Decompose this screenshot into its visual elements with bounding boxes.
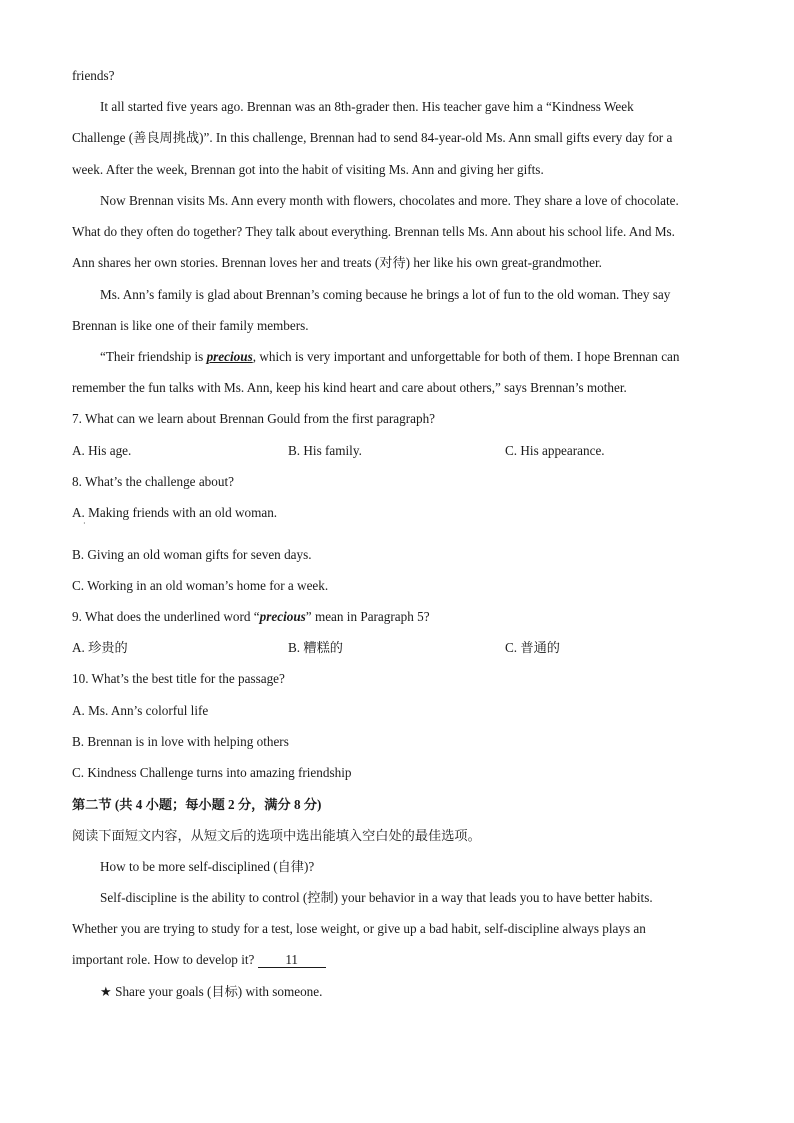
question-9-stem-post: ” mean in Paragraph 5?: [305, 609, 430, 624]
question-10-option-b: B. Brennan is in love with helping others: [72, 734, 289, 749]
question-8-stem: 8. What’s the challenge about?: [72, 474, 234, 489]
paragraph-3-line-2: Brennan is like one of their family members.: [72, 318, 309, 333]
paragraph-4-line-2: remember the fun talks with Ms. Ann, keep his kind heart and care about others,” says Brennan’s mother.: [72, 380, 627, 395]
question-9-option-b: B. 糟糕的: [288, 640, 343, 655]
question-9-option-a: A. 珍贵的: [72, 640, 128, 655]
question-10-option-a: A. Ms. Ann’s colorful life: [72, 703, 209, 718]
paragraph-2-line-2: What do they often do together? They talk about everything. Brennan tells Ms. Ann about his school life. And Ms.: [72, 224, 675, 239]
paragraph-4-line-1: [100, 348, 680, 366]
passage-2-star-item: ★ Share your goals (目标) with someone.: [100, 984, 323, 999]
question-8-option-b: B. Giving an old woman gifts for seven days.: [72, 547, 312, 562]
question-10-option-c: C. Kindness Challenge turns into amazing friendship: [72, 765, 352, 780]
paragraph-3-line-1: Ms. Ann’s family is glad about Brennan’s coming because he brings a lot of fun to the old woman. They say: [100, 287, 671, 302]
question-10-stem: 10. What’s the best title for the passage?: [72, 671, 285, 686]
question-7-option-b: B. His family.: [288, 443, 362, 458]
underlined-word-precious: precious: [206, 349, 253, 364]
question-8-option-a: A. Making friends with an old woman.: [72, 505, 278, 520]
question-9-option-c: C. 普通的: [505, 640, 560, 655]
paragraph-4-post: , which is very important and unforgettable for both of them. I hope Brennan can: [252, 349, 680, 364]
question-9-stem-pre: 9. What does the underlined word “: [72, 609, 260, 624]
blank-11: 11: [258, 952, 326, 968]
paragraph-1-line-2: Challenge (善良周挑战)”. In this challenge, Brennan had to send 84-year-old Ms. Ann small gifts every day for a: [72, 130, 673, 145]
section-2-instruction: 阅读下面短文内容，从短文后的选项中选出能填入空白处的最佳选项。: [72, 828, 481, 843]
question-7-option-c: C. His appearance.: [505, 443, 605, 458]
question-9-word: precious: [259, 609, 306, 624]
section-2-heading: 第二节 (共 4 小题；每小题 2 分，满分 8 分): [72, 797, 322, 812]
paragraph-2-line-3: Ann shares her own stories. Brennan loves her and treats (对待) her like his own great-grandmother.: [72, 255, 602, 270]
passage-2-line-3: [72, 951, 326, 969]
paragraph-1-line-3: week. After the week, Brennan got into the habit of visiting Ms. Ann and giving her gifts.: [72, 162, 544, 177]
question-7-stem: 7. What can we learn about Brennan Gould from the first paragraph?: [72, 411, 436, 426]
passage-2-line-2: Whether you are trying to study for a test, lose weight, or give up a bad habit, self-discipline always plays an: [72, 921, 646, 936]
question-7-option-a: A. His age.: [72, 443, 132, 458]
passage-2-line-1: Self-discipline is the ability to control (控制) your behavior in a way that leads you to have better habits.: [100, 890, 653, 905]
paragraph-2-line-1: Now Brennan visits Ms. Ann every month with flowers, chocolates and more. They share a love of chocolate.: [100, 193, 679, 208]
passage-2-line-3-text: important role. How to develop it?: [72, 952, 258, 967]
stray-dot-mark: ·: [83, 519, 86, 528]
question-9-stem: [72, 608, 430, 626]
paragraph-1-line-1: It all started five years ago. Brennan was an 8th-grader then. His teacher gave him a “Kindness Week: [100, 99, 634, 114]
passage-2-title: How to be more self-disciplined (自律)?: [100, 859, 315, 874]
question-8-option-c: C. Working in an old woman’s home for a week.: [72, 578, 329, 593]
paragraph-tail: friends?: [72, 68, 115, 83]
paragraph-4-pre: “Their friendship is: [100, 349, 207, 364]
